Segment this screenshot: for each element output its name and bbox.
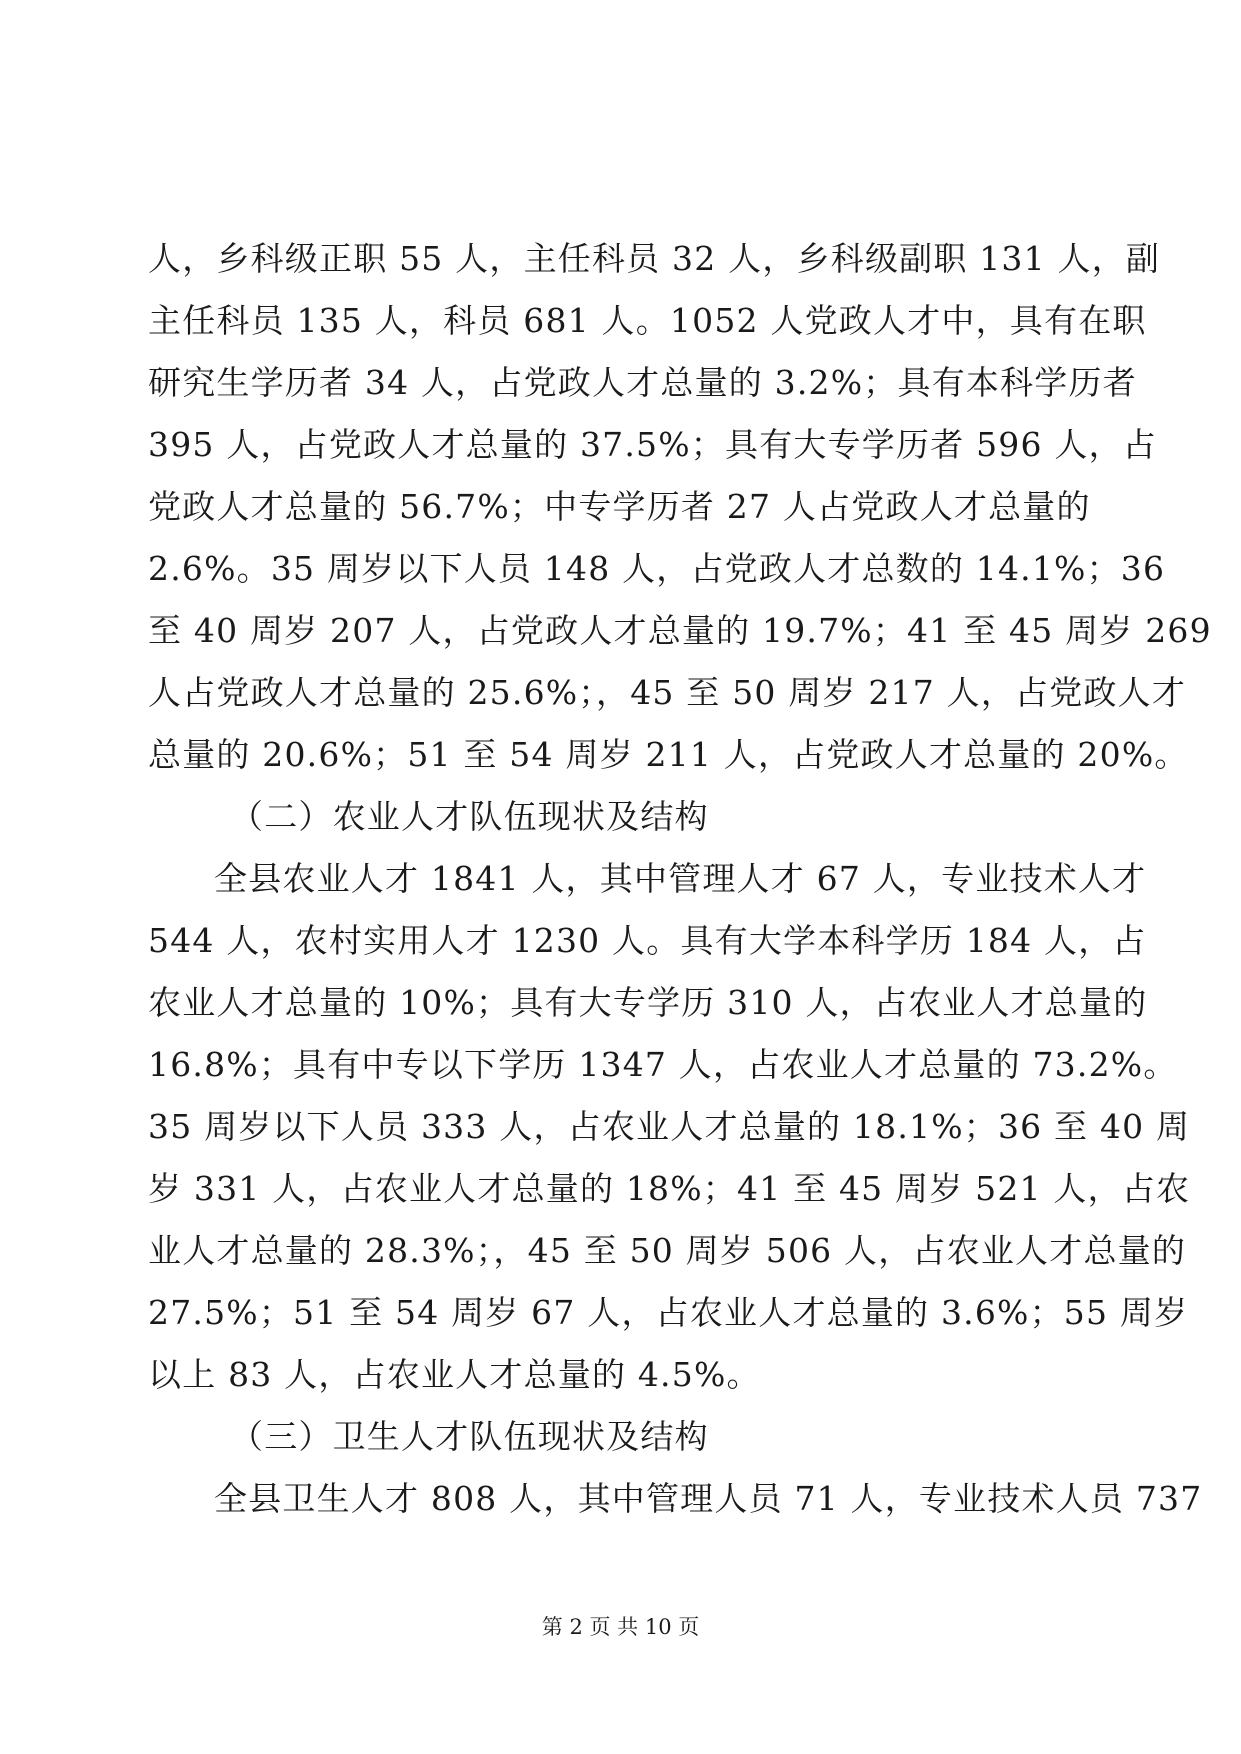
body-line: 岁 331 人，占农业人才总量的 18%；41 至 45 周岁 521 人，占农 — [148, 1169, 1191, 1208]
body-line: 27.5%；51 至 54 周岁 67 人，占农业人才总量的 3.6%；55 周岁 — [148, 1293, 1189, 1332]
body-line: 人占党政人才总量的 25.6%；，45 至 50 周岁 217 人，占党政人才 — [148, 673, 1187, 712]
page-footer: 第 2 页 共 10 页 — [541, 1615, 700, 1639]
body-line: 395 人，占党政人才总量的 37.5%；具有大专学历者 596 人，占 — [148, 425, 1157, 464]
body-line: 主任科员 135 人，科员 681 人。1052 人党政人才中，具有在职 — [148, 301, 1147, 340]
body-line: 35 周岁以下人员 333 人，占农业人才总量的 18.1%；36 至 40 周 — [148, 1107, 1191, 1146]
body-line: 党政人才总量的 56.7%；中专学历者 27 人占党政人才总量的 — [148, 487, 1091, 526]
document-body — [148, 228, 1212, 1530]
body-line: 总量的 20.6%；51 至 54 周岁 211 人，占党政人才总量的 20%。 — [148, 735, 1189, 774]
paragraph-first-line: 全县卫生人才 808 人，其中管理人员 71 人，专业技术人员 737 — [214, 1479, 1203, 1518]
body-line: 544 人，农村实用人才 1230 人。具有大学本科学历 184 人，占 — [148, 921, 1147, 960]
section-heading-agriculture: （二）农业人才队伍现状及结构 — [230, 797, 709, 836]
body-line: 16.8%；具有中专以下学历 1347 人，占农业人才总量的 73.2%。 — [148, 1045, 1178, 1084]
body-line: 2.6%。35 周岁以下人员 148 人，占党政人才总数的 14.1%；36 — [148, 549, 1166, 588]
section-heading-health: （三）卫生人才队伍现状及结构 — [230, 1417, 709, 1456]
body-line: 农业人才总量的 10%；具有大专学历 310 人，占农业人才总量的 — [148, 983, 1148, 1022]
body-line: 以上 83 人，占农业人才总量的 4.5%。 — [148, 1355, 761, 1394]
paragraph-first-line: 全县农业人才 1841 人，其中管理人才 67 人，专业技术人才 — [214, 859, 1147, 898]
body-line: 人，乡科级正职 55 人，主任科员 32 人，乡科级副职 131 人，副 — [148, 239, 1161, 278]
body-line: 至 40 周岁 207 人，占党政人才总量的 19.7%；41 至 45 周岁 269 — [148, 611, 1212, 650]
body-line: 研究生学历者 34 人，占党政人才总量的 3.2%；具有本科学历者 — [148, 363, 1137, 402]
body-line: 业人才总量的 28.3%；，45 至 50 周岁 506 人，占农业人才总量的 — [148, 1231, 1187, 1270]
